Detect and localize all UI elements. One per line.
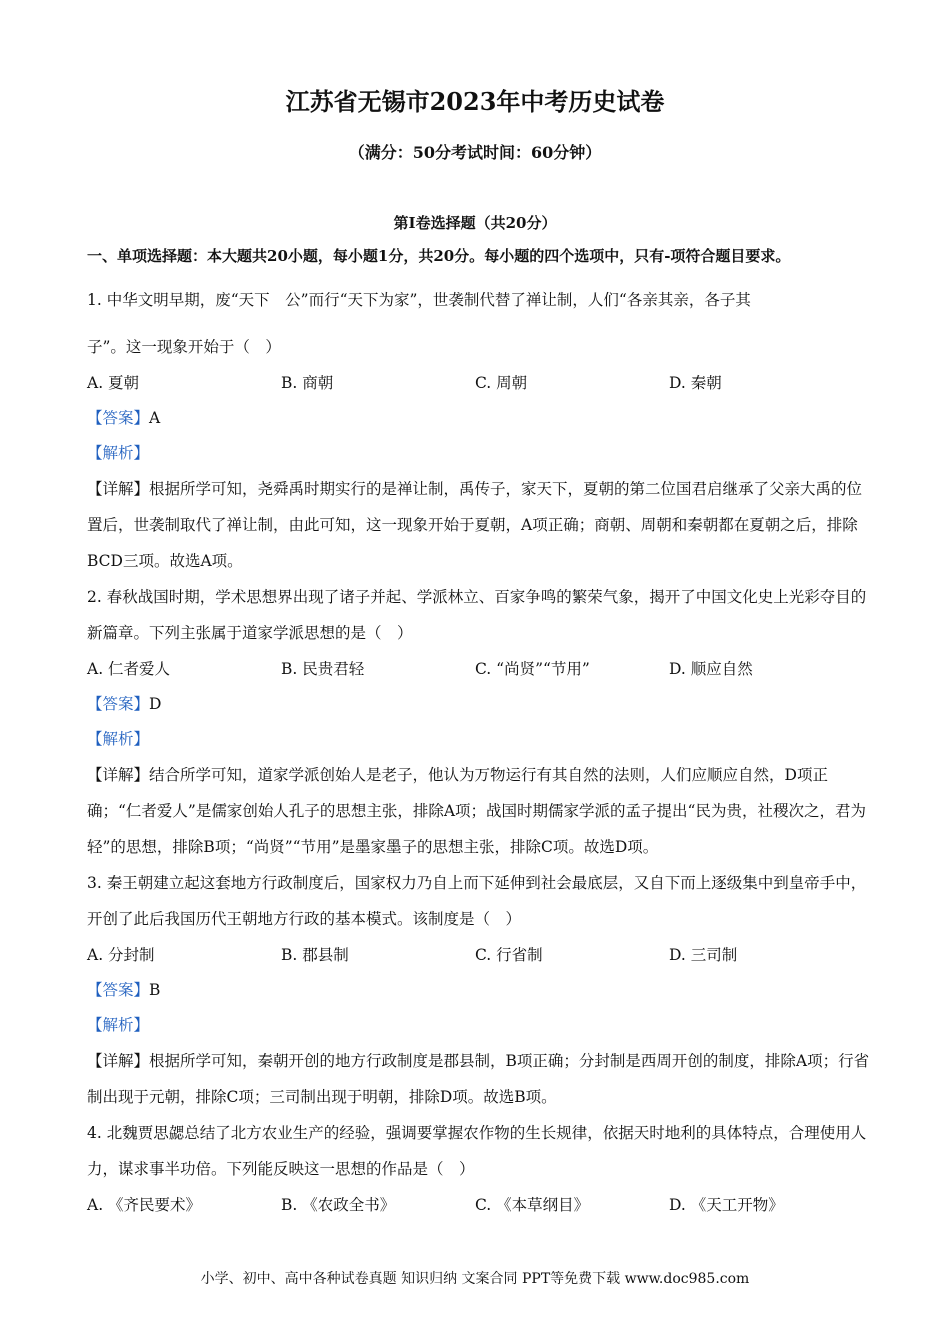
option-c: C. “尚贤”“节用”	[475, 660, 590, 678]
option-b: B. 民贵君轻	[281, 660, 365, 678]
exam-content	[87, 240, 877, 1223]
exam-subtitle: （满分：50分考试时间：60分钟）	[348, 143, 602, 162]
option-b: B. 商朝	[281, 374, 334, 392]
detail-paragraph	[87, 1043, 877, 1115]
question-stem: 3. 秦王朝建立起这套地方行政制度后，国家权力乃自上而下延伸到社会最底层，又自下而上逐级集中到皇帝手中，开创了此后我国历代王朝地方行政的基本模式。该制度是（ ）	[87, 874, 867, 928]
answer-line	[87, 687, 877, 722]
option-a: A. 夏朝	[87, 374, 140, 392]
answer-tag: 【答案】	[87, 981, 150, 999]
answer-line	[87, 401, 877, 436]
question-stem: 4. 北魏贾思勰总结了北方农业生产的经验，强调要掌握农作物的生长规律，依据天时地利的具体特点，合理使用人力，谋求事半功倍。下列能反映这一思想的作品是（ ）	[87, 1124, 867, 1178]
option-c: C. 《本草纲目》	[475, 1196, 590, 1214]
question-stem: 1. 中华文明早期，废“天下 公”而行“天下为家”，世袭制代替了禅让制，人们“各亲其亲，各子其	[87, 291, 751, 309]
option-a: A. 分封制	[87, 946, 155, 964]
option-list	[87, 1187, 877, 1223]
question-stem-cont: 子”。这一现象开始于（ ）	[87, 338, 281, 356]
option-list	[87, 937, 877, 973]
answer-tag: 【答案】	[87, 409, 150, 427]
analysis-tag: 【解析】	[87, 444, 150, 462]
question-4	[87, 1115, 877, 1223]
answer-tag: 【答案】	[87, 695, 150, 713]
detail-tag: 【详解】	[87, 1052, 150, 1070]
analysis-line	[87, 436, 877, 471]
analysis-line	[87, 722, 877, 757]
option-b: B. 《农政全书》	[281, 1196, 396, 1214]
option-a: A. 《齐民要术》	[87, 1196, 202, 1214]
detail-paragraph	[87, 757, 877, 865]
option-b: B. 郡县制	[281, 946, 349, 964]
option-d: D. 顺应自然	[669, 660, 753, 678]
option-d: D. 《天工开物》	[669, 1196, 784, 1214]
section-instruction: 一、单项选择题：本大题共20小题，每小题1分，共20分。每小题的四个选项中，只有-项符合题目要求。	[87, 247, 791, 265]
answer-line	[87, 973, 877, 1008]
option-c: C. 周朝	[475, 374, 528, 392]
option-c: C. 行省制	[475, 946, 543, 964]
option-list	[87, 365, 877, 401]
answer-value: D	[149, 695, 162, 713]
question-1	[87, 272, 877, 579]
analysis-tag: 【解析】	[87, 730, 150, 748]
detail-tag: 【详解】	[87, 766, 150, 784]
detail-text: 根据所学可知，秦朝开创的地方行政制度是郡县制，B项正确；分封制是西周开创的制度，排除A项；行省制出现于元朝，排除C项；三司制出现于明朝，排除D项。故选B项。	[87, 1052, 870, 1106]
detail-tag: 【详解】	[87, 480, 150, 498]
option-list	[87, 651, 877, 687]
detail-text: 根据所学可知，尧舜禹时期实行的是禅让制，禹传子，家天下，夏朝的第二位国君启继承了父亲大禹的位置后，世袭制取代了禅让制，由此可知，这一现象开始于夏朝，A项正确；商朝、周朝和秦朝都在夏朝之后，排除BCD三项。故选A项。	[87, 480, 863, 570]
section-title: 第I卷选择题（共20分）	[393, 214, 557, 232]
answer-value: A	[149, 409, 161, 427]
detail-text: 结合所学可知，道家学派创始人是老子，他认为万物运行有其自然的法则，人们应顺应自然，D项正确；“仁者爱人”是儒家创始人孔子的思想主张，排除A项；战国时期儒家学派的孟子提出“民为贵，社稷次之，君为轻”的思想，排除B项；“尚贤”“节用”是墨家墨子的思想主张，排除C项。故选D项。	[87, 766, 866, 856]
question-2	[87, 579, 877, 865]
detail-paragraph	[87, 471, 877, 579]
question-3	[87, 865, 877, 1115]
option-d: D. 秦朝	[669, 374, 722, 392]
analysis-line	[87, 1008, 877, 1043]
exam-title: 江苏省无锡市2023年中考历史试卷	[285, 87, 665, 116]
option-d: D. 三司制	[669, 946, 738, 964]
question-stem: 2. 春秋战国时期，学术思想界出现了诸子并起、学派林立、百家争鸣的繁荣气象，揭开了中国文化史上光彩夺目的新篇章。下列主张属于道家学派思想的是（ ）	[87, 588, 867, 642]
answer-value: B	[149, 981, 161, 999]
page-footer: 小学、初中、高中各种试卷真题 知识归纳 文案合同 PPT等免费下载 www.doc985.com	[200, 1271, 750, 1287]
analysis-tag: 【解析】	[87, 1016, 150, 1034]
option-a: A. 仁者爱人	[87, 660, 171, 678]
